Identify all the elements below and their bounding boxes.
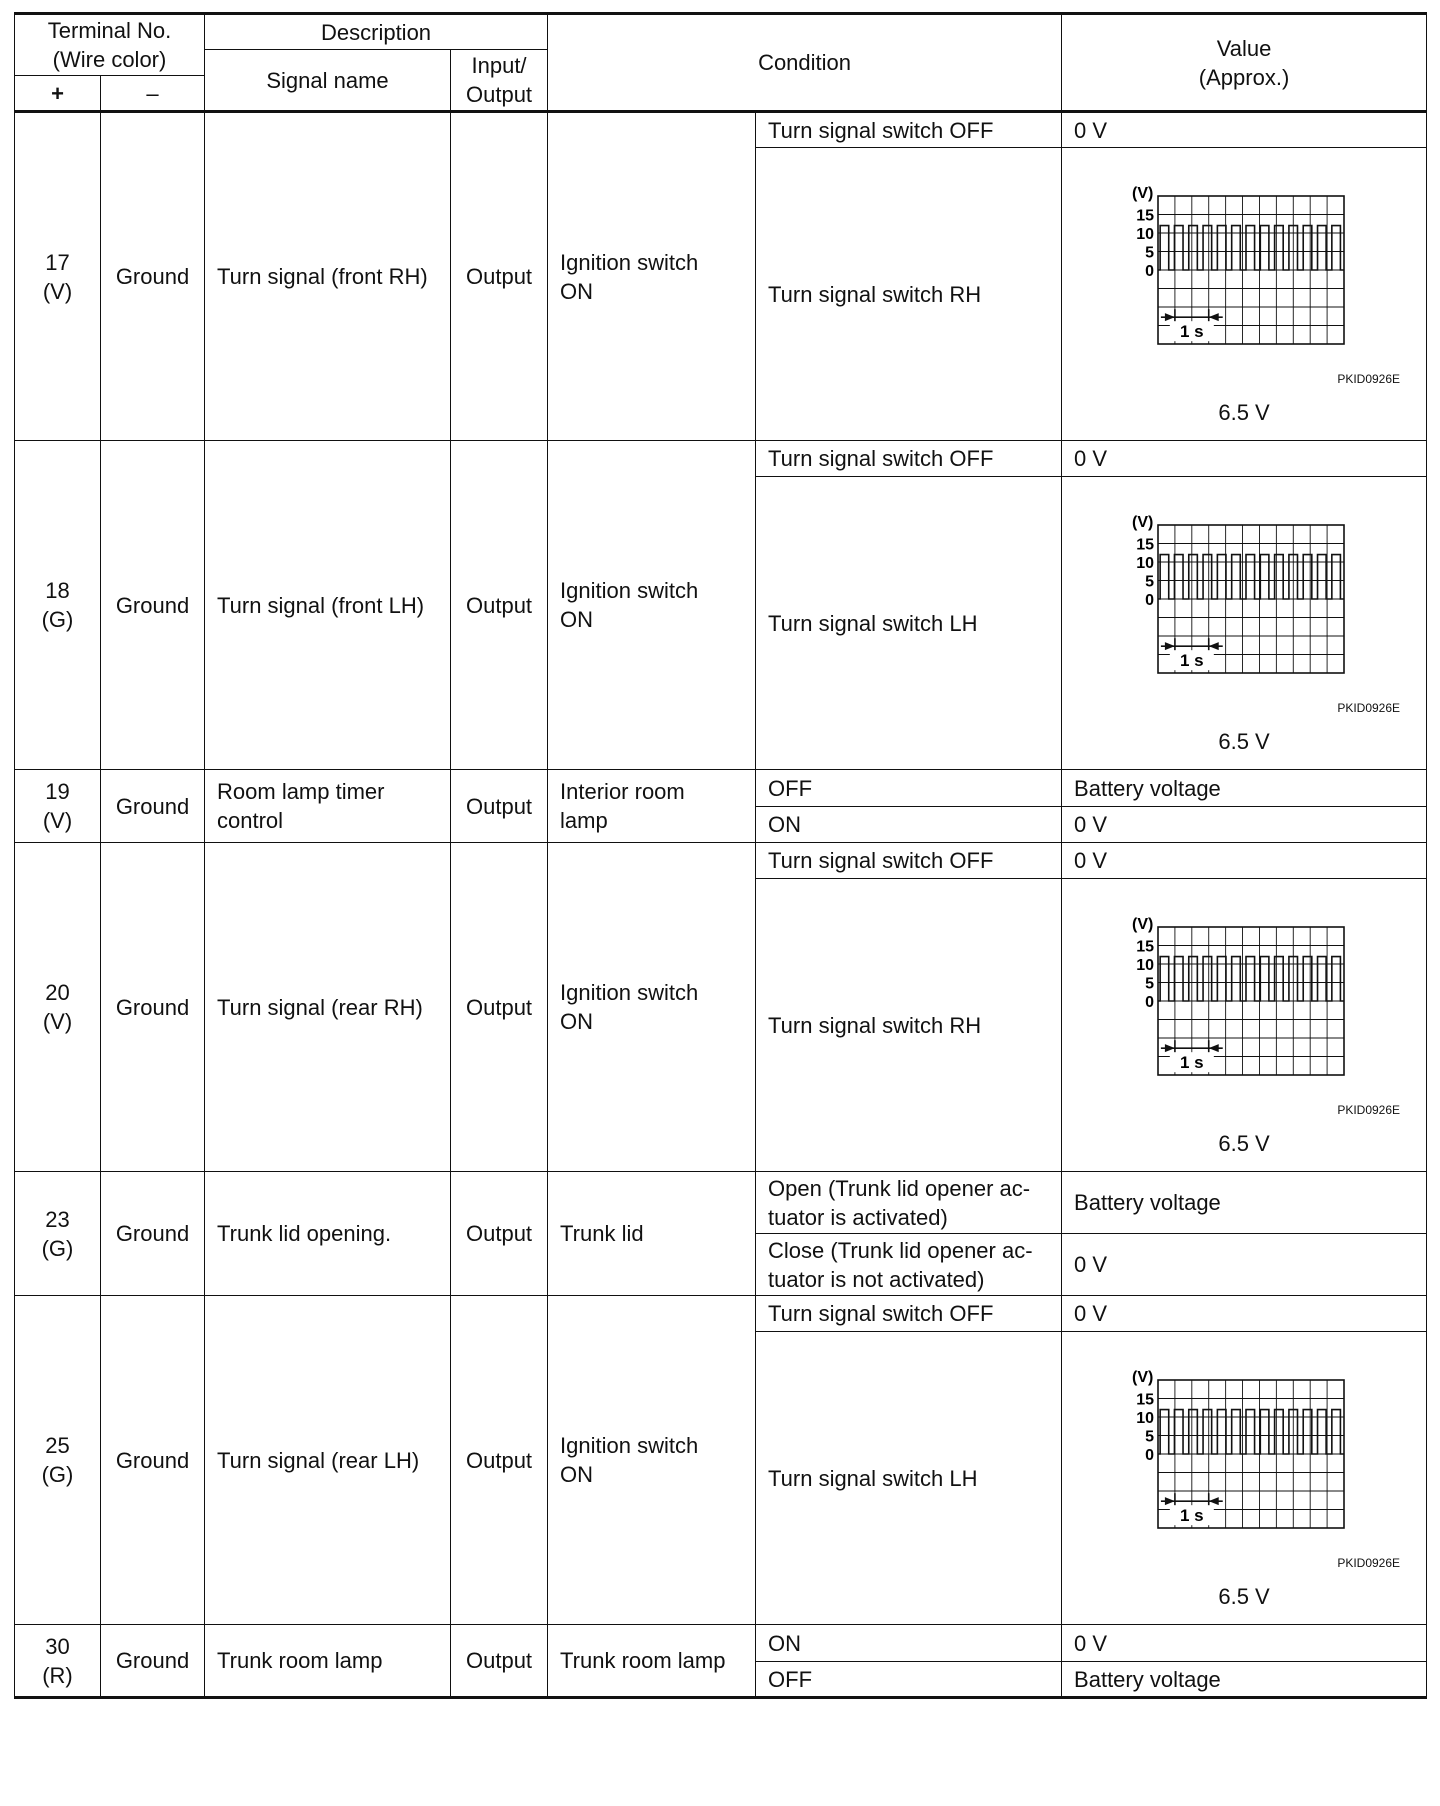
terminal-number: 19: [45, 779, 70, 804]
cell-text-line: Output: [466, 82, 533, 107]
value-text: 0 V: [1074, 1301, 1108, 1326]
terminal-number: 20: [45, 980, 70, 1005]
waveform-y-tick: 10: [1136, 957, 1155, 974]
terminal-minus-cell: [101, 441, 205, 770]
waveform-y-tick: 0: [1145, 263, 1155, 280]
sub-condition-cell: [756, 1625, 1062, 1662]
terminal-table-sheet: [14, 12, 1426, 1699]
header-plus: [15, 76, 101, 112]
table-row: [15, 112, 1427, 148]
cell-text: Description: [321, 19, 432, 45]
waveform-y-tick: 5: [1145, 975, 1155, 993]
io-cell: [451, 1625, 548, 1698]
sub-condition-cell: [756, 1332, 1062, 1625]
terminal-minus-cell: [101, 770, 205, 843]
terminal-minus-cell: [101, 1172, 205, 1296]
wire-color: (G): [41, 607, 74, 632]
table-body: [15, 112, 1427, 1698]
terminal-plus-cell: [15, 441, 101, 770]
cell-text-line: Value: [1216, 35, 1272, 61]
sub-condition-cell: [756, 1662, 1062, 1698]
cell-text-line: tuator is activated): [768, 1204, 948, 1230]
cell-text-line: Ignition switch: [560, 249, 699, 275]
cell-text: –: [146, 80, 159, 106]
waveform-unit-label: (V): [1132, 185, 1154, 202]
terminal-minus-cell: [101, 1625, 205, 1698]
terminal-minus-cell: [101, 843, 205, 1172]
terminal-plus-cell: [15, 1625, 101, 1698]
cell-text-line: lamp: [560, 808, 608, 833]
value-cell: [1062, 770, 1427, 807]
cell-text-line: tuator is not activated): [768, 1266, 985, 1292]
value-text: 0 V: [1074, 848, 1108, 873]
condition-main-cell: [548, 1625, 756, 1698]
value-cell: [1062, 1662, 1427, 1698]
cell-text-line: Close (Trunk lid opener ac-: [768, 1237, 1033, 1263]
value-text: 0 V: [1074, 1630, 1108, 1656]
value-cell: [1062, 1234, 1427, 1296]
sub-condition-cell: [756, 441, 1062, 477]
value-cell: [1062, 112, 1427, 148]
waveform-arrow: [1165, 642, 1175, 650]
sub-condition-cell: [756, 770, 1062, 807]
condition-main-cell: [548, 843, 756, 1172]
waveform-y-tick: 0: [1145, 1447, 1155, 1464]
io-label: Output: [466, 592, 533, 618]
waveform-value-cell: [1062, 1332, 1427, 1625]
waveform-arrow: [1209, 1497, 1219, 1505]
cell-text-line: ON: [768, 812, 802, 837]
value-cell: [1062, 1172, 1427, 1234]
waveform-y-tick: 10: [1136, 226, 1155, 243]
cell-text-line: ON: [768, 1630, 802, 1656]
ground-label: Ground: [115, 994, 190, 1020]
cell-text-line: Turn signal switch OFF: [768, 446, 994, 471]
ground-label: Ground: [115, 793, 190, 819]
waveform-plot: [1108, 917, 1358, 1097]
cell-text-line: Turn signal switch LH: [768, 610, 978, 636]
cell-text-line: Trunk room lamp: [560, 1648, 726, 1673]
cell-text-line: Turn signal switch RH: [768, 281, 982, 307]
io-label: Output: [466, 264, 533, 289]
waveform-arrow: [1209, 313, 1219, 321]
value-cell: [1062, 1296, 1427, 1332]
cell-text-line: (Approx.): [1198, 64, 1290, 90]
waveform-y-tick: 0: [1145, 994, 1155, 1011]
sub-condition-cell: [756, 112, 1062, 148]
header-minus: [101, 76, 205, 112]
waveform-y-tick: 15: [1136, 207, 1155, 225]
waveform-pulse-train: [1158, 957, 1344, 1001]
table-row: [15, 441, 1427, 477]
condition-main-cell: [548, 770, 756, 843]
cell-text-line: Interior room: [560, 779, 685, 804]
waveform-y-tick: 15: [1136, 938, 1155, 956]
terminal-minus-cell: [101, 1296, 205, 1625]
figure-code: PKID0926E: [1337, 1103, 1401, 1117]
sub-condition-cell: [756, 1172, 1062, 1234]
wire-color: (G): [41, 1235, 74, 1261]
waveform-y-tick: 5: [1145, 244, 1155, 262]
cell-text-line: Turn signal switch OFF: [768, 117, 994, 143]
signal-name-cell: [205, 441, 451, 770]
figure-code: PKID0926E: [1337, 701, 1401, 715]
cell-text-line: Ignition switch: [560, 578, 699, 603]
header-input-output: [451, 50, 548, 112]
terminal-number: 30: [45, 1633, 70, 1659]
cell-text-line: ON: [560, 1462, 594, 1487]
cell-text: Trunk lid opening.: [217, 1221, 392, 1246]
wire-color: (R): [42, 1662, 73, 1688]
waveform-plot: [1108, 186, 1358, 366]
header-row-1: [15, 14, 1427, 50]
value-cell: [1062, 807, 1427, 843]
io-label: Output: [466, 793, 533, 819]
condition-main-cell: [548, 112, 756, 441]
cell-text-line: Room lamp timer: [217, 779, 385, 804]
header-description: [205, 14, 548, 50]
terminal-minus-cell: [101, 112, 205, 441]
io-cell: [451, 441, 548, 770]
waveform-y-tick: 0: [1145, 592, 1155, 609]
terminal-number: 23: [45, 1206, 70, 1232]
waveform-arrow: [1209, 1044, 1219, 1052]
waveform-arrow: [1165, 1044, 1175, 1052]
waveform-pulse-train: [1158, 1410, 1344, 1454]
signal-name-cell: [205, 1625, 451, 1698]
waveform-figure: [1068, 879, 1420, 1171]
value-text: 6.5 V: [1218, 1584, 1270, 1609]
io-cell: [451, 770, 548, 843]
value-text: 6.5 V: [1218, 729, 1270, 754]
sub-condition-cell: [756, 807, 1062, 843]
sub-condition-cell: [756, 148, 1062, 441]
wire-color: (G): [41, 1462, 74, 1487]
waveform-time-label: 1 s: [1180, 1053, 1204, 1073]
cell-text-line: Terminal No.: [47, 18, 172, 43]
value-text: 0 V: [1074, 117, 1108, 143]
cell-text: Turn signal (rear RH): [217, 994, 423, 1020]
io-cell: [451, 843, 548, 1172]
io-cell: [451, 1172, 548, 1296]
signal-name-cell: [205, 1172, 451, 1296]
waveform-arrow: [1209, 642, 1219, 650]
terminal-plus-cell: [15, 1172, 101, 1296]
value-text: 6.5 V: [1218, 1131, 1270, 1156]
ground-label: Ground: [115, 592, 190, 618]
waveform-unit-label: (V): [1132, 916, 1154, 933]
ground-label: Ground: [115, 264, 190, 289]
waveform-plot: [1108, 1370, 1358, 1550]
waveform-arrow: [1165, 1497, 1175, 1505]
table-row: [15, 770, 1427, 807]
waveform-y-tick: 5: [1145, 573, 1155, 591]
waveform-y-tick: 15: [1136, 536, 1155, 554]
waveform-y-tick: 5: [1145, 1428, 1155, 1446]
figure-code: PKID0926E: [1337, 372, 1401, 386]
signal-name-cell: [205, 843, 451, 1172]
cell-text: Condition: [758, 50, 852, 75]
cell-text-line: (Wire color): [52, 47, 167, 72]
sub-condition-cell: [756, 1234, 1062, 1296]
sub-condition-cell: [756, 843, 1062, 879]
value-text: Battery voltage: [1074, 1190, 1221, 1215]
waveform-value-cell: [1062, 148, 1427, 441]
waveform-value-cell: [1062, 879, 1427, 1172]
waveform-unit-label: (V): [1132, 1369, 1154, 1386]
terminal-plus-cell: [15, 843, 101, 1172]
waveform-time-label: 1 s: [1180, 322, 1204, 342]
cell-text-line: control: [217, 808, 284, 833]
cell-text-line: Open (Trunk lid opener ac-: [768, 1175, 1031, 1201]
waveform-plot: [1108, 515, 1358, 695]
waveform-time-label: 1 s: [1180, 1506, 1204, 1526]
value-cell: [1062, 1625, 1427, 1662]
waveform-arrow: [1165, 313, 1175, 321]
waveform-value-cell: [1062, 477, 1427, 770]
wire-color: (V): [42, 1009, 73, 1034]
terminal-plus-cell: [15, 112, 101, 441]
table-row: [15, 1172, 1427, 1234]
cell-text: Trunk room lamp: [217, 1648, 383, 1673]
waveform-figure: [1068, 477, 1420, 769]
wire-color: (V): [42, 278, 73, 304]
waveform-time-label: 1 s: [1180, 651, 1204, 671]
io-label: Output: [466, 1648, 533, 1673]
header-signal-name: [205, 50, 451, 112]
sub-condition-cell: [756, 477, 1062, 770]
waveform-pulse-train: [1158, 555, 1344, 599]
terminal-number: 18: [45, 578, 70, 603]
ground-label: Ground: [115, 1447, 190, 1473]
waveform-y-tick: 10: [1136, 555, 1155, 572]
cell-text: Turn signal (front LH): [217, 592, 425, 618]
sub-condition-cell: [756, 1296, 1062, 1332]
io-label: Output: [466, 994, 533, 1020]
header-condition: [548, 14, 1062, 112]
figure-code: PKID0926E: [1337, 1556, 1401, 1570]
cell-text-line: Turn signal switch OFF: [768, 1301, 994, 1326]
cell-text-line: Turn signal switch RH: [768, 1012, 982, 1038]
condition-main-cell: [548, 1172, 756, 1296]
terminal-number: 17: [45, 249, 70, 275]
table-row: [15, 1625, 1427, 1662]
terminal-plus-cell: [15, 1296, 101, 1625]
waveform-figure: [1068, 1332, 1420, 1624]
cell-text-line: Trunk lid: [560, 1221, 644, 1246]
io-cell: [451, 112, 548, 441]
cell-text: Turn signal (rear LH): [217, 1447, 420, 1473]
ground-label: Ground: [115, 1221, 190, 1246]
table-row: [15, 1296, 1427, 1332]
waveform-figure: [1068, 148, 1420, 440]
cell-text-line: Ignition switch: [560, 980, 699, 1005]
cell-text-line: Turn signal switch OFF: [768, 848, 994, 873]
cell-text-line: ON: [560, 278, 594, 304]
condition-main-cell: [548, 441, 756, 770]
value-text: 0 V: [1074, 1252, 1108, 1277]
header-value: [1062, 14, 1427, 112]
signal-name-cell: [205, 770, 451, 843]
cell-text-line: ON: [560, 607, 594, 632]
cell-text-line: ON: [560, 1009, 594, 1034]
terminal-plus-cell: [15, 770, 101, 843]
waveform-y-tick: 10: [1136, 1410, 1155, 1427]
value-text: 0 V: [1074, 812, 1108, 837]
signal-name-cell: [205, 112, 451, 441]
io-cell: [451, 1296, 548, 1625]
waveform-unit-label: (V): [1132, 514, 1154, 531]
table-header: [15, 14, 1427, 112]
condition-main-cell: [548, 1296, 756, 1625]
header-terminal: [15, 14, 205, 76]
value-text: Battery voltage: [1074, 1666, 1221, 1692]
cell-text: Signal name: [266, 67, 389, 93]
waveform-y-tick: 15: [1136, 1391, 1155, 1409]
cell-text-line: OFF: [768, 1666, 813, 1692]
value-text: 0 V: [1074, 446, 1108, 471]
sub-condition-cell: [756, 879, 1062, 1172]
cell-text: Turn signal (front RH): [217, 264, 428, 289]
cell-text-line: Turn signal switch LH: [768, 1465, 978, 1491]
cell-text-line: Ignition switch: [560, 1433, 699, 1458]
terminal-table: [14, 12, 1427, 1699]
value-text: 6.5 V: [1218, 400, 1270, 425]
table-row: [15, 843, 1427, 879]
value-cell: [1062, 843, 1427, 879]
ground-label: Ground: [115, 1648, 190, 1673]
cell-text: +: [51, 80, 64, 106]
waveform-pulse-train: [1158, 226, 1344, 270]
value-cell: [1062, 441, 1427, 477]
wire-color: (V): [42, 808, 73, 833]
io-label: Output: [466, 1221, 533, 1246]
io-label: Output: [466, 1447, 533, 1473]
signal-name-cell: [205, 1296, 451, 1625]
terminal-number: 25: [45, 1433, 70, 1458]
value-text: Battery voltage: [1074, 775, 1221, 801]
cell-text-line: OFF: [768, 775, 813, 801]
cell-text-line: Input/: [471, 53, 527, 78]
